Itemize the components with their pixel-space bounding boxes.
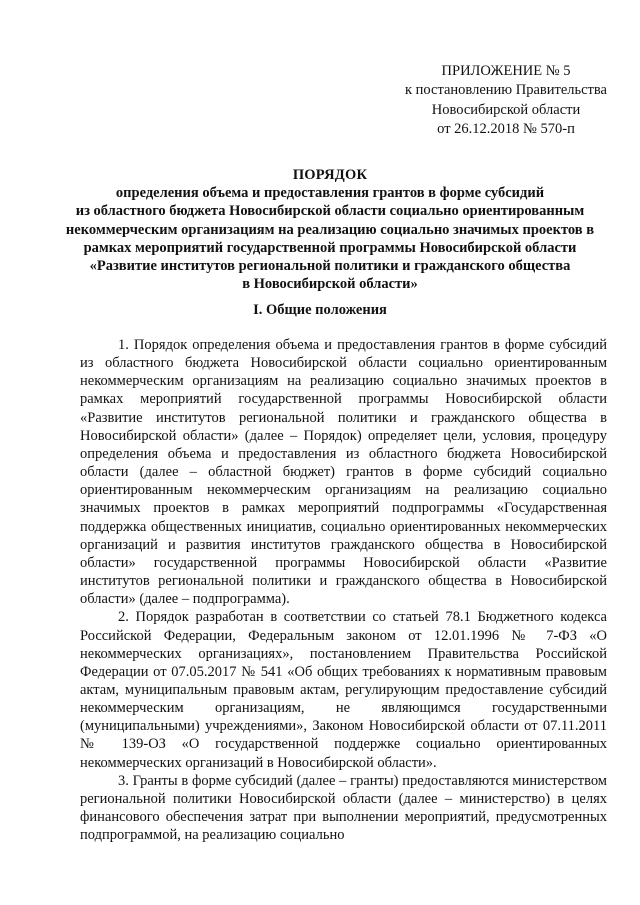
title-heading: ПОРЯДОК — [292, 167, 368, 183]
document-body — [80, 336, 607, 844]
appendix-reference: к постановлению Правительства — [405, 82, 607, 99]
title-line: из областного бюджета Новосибирской области социально ориентированным — [75, 203, 585, 220]
appendix-number: ПРИЛОЖЕНИЕ № 5 — [441, 63, 571, 79]
title-line: «Развитие институтов региональной политики и гражданского общества — [89, 258, 571, 275]
title-line: некоммерческим организациям на реализацию социально значимых проектов в — [65, 221, 595, 238]
paragraph-1: 1. Порядок определения объема и предоставления грантов в форме субсидий из областного бюджета Новосибирской области социально ориентированным некоммерческим организациям на реализацию социально значимых проектов в рамках мероприятий государственной программы Новосибирской области «Развитие институтов региональной политики и гражданского общества в Новосибирской области» (далее – Порядок) определяет цели, условия, процедуру определения объема и предоставления из областного бюджета Новосибирской области (далее – областной бюджет) грантов в форме субсидий социально ориентированным некоммерческим организациям на реализацию социально значимых проектов в рамках мероприятий подпрограммы «Государственная поддержка общественных инициатив, социально ориентированных некоммерческих организаций и развития институтов гражданского общества в Новосибирской области» государственной программы Новосибирской области «Развитие институтов региональной политики и гражданского общества в Новосибирской области» (далее – подпрограмма). — [80, 337, 607, 608]
paragraph-2: 2. Порядок разработан в соответствии со статьей 78.1 Бюджетного кодекса Российской Федерации, Федеральным законом от 12.01.1996 № 7-ФЗ «О некоммерческих организациях», постановлением Правительства Российской Федерации от 07.05.2017 № 541 «Об общих требованиях к нормативным правовым актам, муниципальным правовым актам, регулирующим предоставление субсидий некоммерческим организациям, не являющимся государственными (муниципальными) учреждениями», Законом Новосибирской области от 07.11.2011 № 139-ОЗ «О государственной поддержке социально ориентированных некоммерческих организаций в Новосибирской области». — [80, 609, 607, 771]
appendix-authority: Новосибирской области — [431, 101, 581, 118]
section-heading: I. Общие положения — [253, 302, 387, 318]
title-line: определения объема и предоставления грантов в форме субсидий — [115, 185, 545, 202]
paragraph-3: 3. Гранты в форме субсидий (далее – гранты) предоставляются министерством региональной политики Новосибирской области (далее – министерство) в целях финансового обеспечения затрат при выполнении мероприятий, предусмотренных подпрограммой, на реализацию социально — [80, 772, 607, 844]
title-line: в Новосибирской области» — [242, 276, 418, 293]
document-title — [60, 166, 600, 293]
appendix-date: от 26.12.2018 № 570-п — [437, 121, 575, 138]
title-line: рамках мероприятий государственной программы Новосибирской области — [83, 239, 577, 256]
appendix-block — [396, 62, 616, 140]
